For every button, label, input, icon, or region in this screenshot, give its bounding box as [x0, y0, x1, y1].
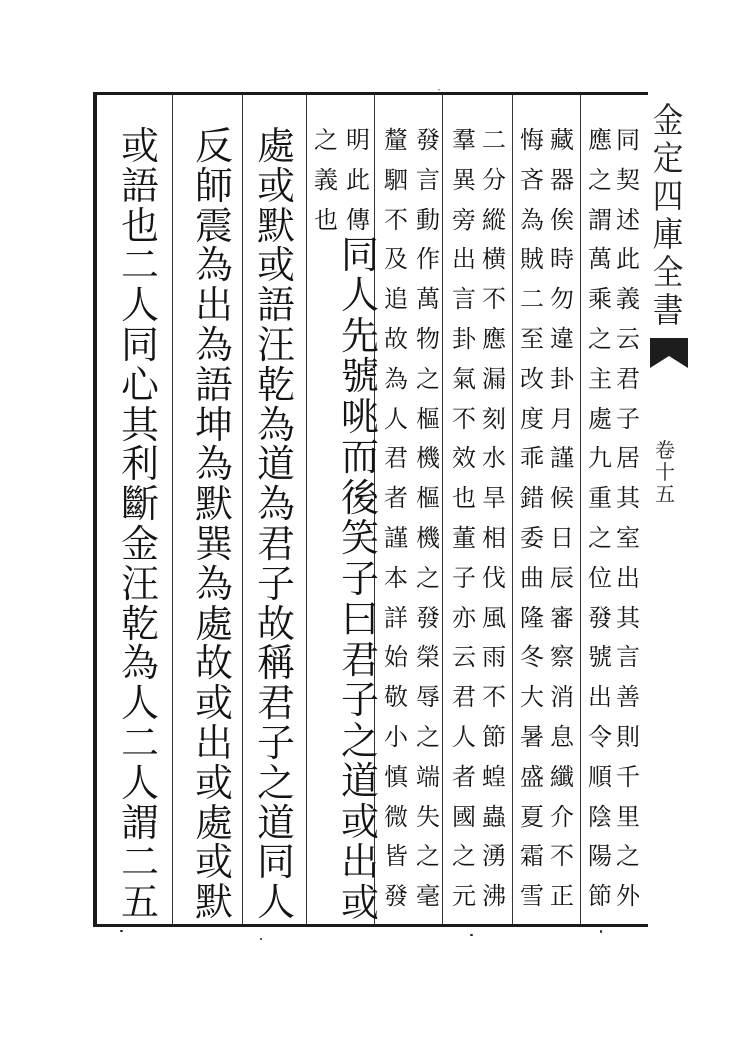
glyph: 心	[121, 362, 159, 407]
glyph: 卦	[452, 324, 476, 353]
glyph: 君	[616, 364, 640, 393]
glyph: 出	[452, 245, 476, 274]
glyph: 先	[340, 313, 379, 358]
glyph: 辰	[550, 563, 574, 592]
glyph: 二	[520, 285, 544, 314]
glyph: 之	[416, 842, 440, 871]
glyph: 此	[616, 245, 640, 274]
glyph: 也	[121, 203, 159, 248]
glyph: 汪	[121, 561, 159, 606]
glyph: 榮	[416, 643, 440, 672]
glyph: 謂	[121, 800, 159, 845]
glyph: 或	[257, 243, 295, 288]
glyph: 乾	[257, 362, 295, 407]
glyph: 其	[616, 603, 640, 632]
glyph: 不	[452, 404, 476, 433]
glyph: 或	[340, 799, 379, 844]
glyph: 善	[616, 683, 640, 712]
glyph: 為	[195, 322, 233, 367]
glyph: 慎	[384, 762, 408, 791]
ink-speck	[470, 934, 473, 936]
glyph: 為	[384, 364, 408, 393]
margin-book-title	[652, 101, 684, 332]
glyph: 或	[195, 840, 233, 885]
glyph: 人	[121, 760, 159, 805]
glyph: 處	[588, 404, 612, 433]
glyph: 度	[520, 404, 544, 433]
glyph: 子	[257, 720, 295, 765]
glyph: 斷	[121, 482, 159, 527]
glyph: 釐	[384, 126, 408, 154]
glyph: 乾	[121, 601, 159, 646]
glyph: 水	[482, 444, 506, 473]
glyph: 委	[520, 523, 544, 552]
glyph: 錯	[520, 484, 544, 513]
glyph: 漏	[482, 364, 506, 393]
glyph: 羣	[452, 126, 476, 154]
glyph: 此	[346, 166, 370, 194]
glyph: 分	[482, 165, 506, 194]
glyph: 子	[452, 563, 476, 592]
glyph: 子	[340, 556, 379, 601]
glyph: 故	[257, 601, 295, 646]
glyph: 發	[588, 603, 612, 632]
glyph: 云	[452, 643, 476, 672]
glyph: 出	[340, 840, 379, 885]
glyph: 默	[195, 482, 233, 527]
glyph: 則	[616, 722, 640, 751]
glyph: 金	[121, 521, 159, 566]
glyph: 語	[195, 362, 233, 407]
glyph: 正	[550, 882, 574, 911]
margin-volume-label	[655, 440, 675, 506]
glyph: 言	[416, 165, 440, 194]
glyph: 十	[655, 460, 675, 484]
glyph: 物	[416, 324, 440, 353]
glyph: 義	[616, 285, 640, 314]
glyph: 謹	[550, 444, 574, 473]
glyph: 本	[384, 563, 408, 592]
glyph: 傳	[346, 206, 370, 234]
glyph: 月	[550, 404, 574, 433]
glyph: 發	[416, 603, 440, 632]
glyph: 二	[482, 126, 506, 154]
glyph: 候	[550, 484, 574, 513]
glyph: 辱	[416, 683, 440, 712]
glyph: 出	[195, 283, 233, 328]
glyph: 節	[482, 722, 506, 751]
text-column-c8	[382, 128, 410, 948]
glyph: 定	[652, 139, 684, 179]
glyph: 藏	[550, 126, 574, 154]
glyph: 發	[416, 126, 440, 154]
glyph: 者	[452, 762, 476, 791]
glyph: 人	[121, 681, 159, 726]
glyph: 始	[384, 643, 408, 672]
glyph: 審	[550, 603, 574, 632]
glyph: 湧	[482, 842, 506, 871]
glyph: 乖	[520, 444, 544, 473]
glyph: 君	[340, 637, 379, 682]
glyph: 及	[384, 245, 408, 274]
glyph: 卦	[550, 364, 574, 393]
glyph: 毫	[416, 882, 440, 911]
glyph: 為	[195, 442, 233, 487]
glyph: 子	[257, 561, 295, 606]
glyph: 書	[652, 291, 684, 331]
ink-speck	[120, 930, 123, 932]
glyph: 出	[616, 563, 640, 592]
glyph: 作	[416, 245, 440, 274]
glyph: 明	[346, 126, 370, 154]
glyph: 之	[452, 842, 476, 871]
glyph: 不	[482, 683, 506, 712]
glyph: 卷	[655, 438, 675, 462]
glyph: 道	[340, 759, 379, 804]
glyph: 人	[452, 722, 476, 751]
glyph: 横	[482, 245, 506, 274]
glyph: 二	[121, 243, 159, 288]
glyph: 消	[550, 683, 574, 712]
glyph: 震	[195, 203, 233, 248]
glyph: 勿	[550, 285, 574, 314]
column-rule	[172, 95, 173, 924]
glyph: 萬	[416, 285, 440, 314]
glyph: 師	[195, 163, 233, 208]
glyph: 全	[652, 253, 684, 293]
glyph: 二	[121, 720, 159, 765]
glyph: 或	[195, 760, 233, 805]
glyph: 同	[121, 322, 159, 367]
glyph: 契	[616, 165, 640, 194]
glyph: 盛	[520, 762, 544, 791]
glyph: 追	[384, 285, 408, 314]
glyph: 或	[257, 163, 295, 208]
glyph: 義	[314, 166, 338, 194]
glyph: 為	[121, 641, 159, 686]
glyph: 節	[588, 882, 612, 911]
glyph: 旁	[452, 205, 476, 234]
glyph: 或	[121, 124, 159, 168]
glyph: 刻	[482, 404, 506, 433]
glyph: 言	[616, 643, 640, 672]
glyph: 旱	[482, 484, 506, 513]
glyph: 介	[550, 802, 574, 831]
glyph: 君	[257, 521, 295, 566]
glyph: 曰	[340, 597, 379, 642]
glyph: 乘	[588, 285, 612, 314]
glyph: 悔	[520, 126, 544, 154]
glyph: 之	[257, 760, 295, 805]
glyph: 君	[384, 444, 408, 473]
glyph: 為	[195, 243, 233, 288]
ink-speck	[260, 938, 262, 940]
glyph: 其	[121, 402, 159, 447]
glyph: 俟	[550, 205, 574, 234]
glyph: 風	[482, 603, 506, 632]
glyph: 雨	[482, 643, 506, 672]
glyph: 而	[340, 435, 379, 480]
glyph: 纖	[550, 762, 574, 791]
glyph: 號	[340, 354, 379, 399]
glyph: 元	[452, 882, 476, 911]
glyph: 蟲	[482, 802, 506, 831]
glyph: 默	[195, 880, 233, 925]
glyph: 令	[588, 722, 612, 751]
glyph: 國	[452, 802, 476, 831]
glyph: 端	[416, 762, 440, 791]
glyph: 息	[550, 722, 574, 751]
glyph: 為	[195, 561, 233, 606]
glyph: 處	[257, 124, 295, 168]
glyph: 發	[384, 882, 408, 911]
glyph: 九	[588, 444, 612, 473]
glyph: 之	[588, 324, 612, 353]
glyph: 或	[195, 681, 233, 726]
glyph: 出	[195, 720, 233, 765]
glyph: 為	[257, 402, 295, 447]
glyph: 之	[416, 563, 440, 592]
glyph: 五	[655, 482, 675, 506]
glyph: 語	[257, 283, 295, 328]
block-ear-mark: ᛫	[436, 86, 442, 97]
glyph: 萬	[588, 245, 612, 274]
glyph: 氣	[452, 364, 476, 393]
glyph: 道	[257, 442, 295, 487]
glyph: 詳	[384, 603, 408, 632]
text-column-c6	[450, 128, 478, 948]
glyph: 主	[588, 364, 612, 393]
glyph: 失	[416, 802, 440, 831]
glyph: 動	[416, 205, 440, 234]
glyph: 為	[520, 205, 544, 234]
glyph: 霜	[520, 842, 544, 871]
glyph: 之	[340, 718, 379, 763]
glyph: 察	[550, 643, 574, 672]
text-column-c14	[116, 124, 164, 948]
glyph: 故	[384, 324, 408, 353]
glyph: 位	[588, 563, 612, 592]
glyph: 稱	[257, 641, 295, 686]
glyph: 咷	[340, 394, 379, 439]
glyph: 坤	[195, 402, 233, 447]
text-column-c2	[586, 128, 614, 948]
glyph: 夏	[520, 802, 544, 831]
glyph: 君	[257, 681, 295, 726]
glyph: 千	[616, 762, 640, 791]
glyph: 汪	[257, 322, 295, 367]
glyph: 庫	[652, 215, 684, 255]
ink-speck	[600, 930, 602, 933]
glyph: 君	[452, 683, 476, 712]
text-column-c7	[414, 128, 442, 948]
glyph: 五	[121, 880, 159, 925]
column-rule	[242, 95, 243, 924]
glyph: 樞	[416, 484, 440, 513]
text-column-c13	[190, 124, 238, 948]
glyph: 同	[616, 126, 640, 154]
glyph: 處	[195, 800, 233, 845]
glyph: 謹	[384, 523, 408, 552]
glyph: 處	[195, 601, 233, 646]
glyph: 至	[520, 324, 544, 353]
glyph: 云	[616, 324, 640, 353]
glyph: 默	[257, 203, 295, 248]
glyph: 利	[121, 442, 159, 487]
glyph: 駟	[384, 165, 408, 194]
glyph: 應	[482, 324, 506, 353]
glyph: 笑	[340, 516, 379, 561]
text-column-c11	[336, 233, 384, 1056]
glyph: 董	[452, 523, 476, 552]
text-column-c1	[614, 128, 642, 948]
glyph: 室	[616, 523, 640, 552]
glyph: 賊	[520, 245, 544, 274]
glyph: 者	[384, 484, 408, 513]
glyph: 微	[384, 802, 408, 831]
glyph: 效	[452, 444, 476, 473]
glyph: 之	[616, 842, 640, 871]
column-rule	[442, 95, 443, 924]
glyph: 出	[588, 683, 612, 712]
glyph: 也	[314, 206, 338, 234]
glyph: 改	[520, 364, 544, 393]
glyph: 曲	[520, 563, 544, 592]
glyph: 日	[550, 523, 574, 552]
glyph: 伐	[482, 563, 506, 592]
column-rule	[512, 95, 513, 924]
glyph: 機	[416, 444, 440, 473]
glyph: 縱	[482, 205, 506, 234]
glyph: 巽	[195, 521, 233, 566]
glyph: 亦	[452, 603, 476, 632]
glyph: 異	[452, 165, 476, 194]
glyph: 皆	[384, 842, 408, 871]
glyph: 不	[482, 285, 506, 314]
glyph: 小	[384, 722, 408, 751]
glyph: 反	[195, 124, 233, 168]
glyph: 敬	[384, 683, 408, 712]
glyph: 之	[416, 364, 440, 393]
glyph: 蝗	[482, 762, 506, 791]
glyph: 也	[452, 484, 476, 513]
glyph: 器	[550, 165, 574, 194]
glyph: 子	[340, 678, 379, 723]
glyph: 人	[121, 283, 159, 328]
glyph: 人	[384, 404, 408, 433]
text-column-c3	[548, 128, 576, 948]
glyph: 人	[340, 273, 379, 318]
glyph: 暑	[520, 722, 544, 751]
glyph: 吝	[520, 165, 544, 194]
text-column-c4	[518, 128, 546, 948]
glyph: 樞	[416, 404, 440, 433]
glyph: 之	[416, 722, 440, 751]
glyph: 陽	[588, 842, 612, 871]
glyph: 之	[314, 126, 338, 154]
glyph: 沸	[482, 882, 506, 911]
glyph: 之	[588, 523, 612, 552]
glyph: 金	[652, 101, 684, 141]
glyph: 時	[550, 245, 574, 274]
glyph: 應	[588, 126, 612, 154]
glyph: 不	[550, 842, 574, 871]
glyph: 語	[121, 163, 159, 208]
column-rule	[306, 95, 307, 924]
glyph: 不	[384, 205, 408, 234]
glyph: 同	[257, 840, 295, 885]
text-column-c5	[480, 128, 508, 948]
glyph: 機	[416, 523, 440, 552]
glyph: 之	[588, 165, 612, 194]
glyph: 人	[257, 880, 295, 925]
glyph: 或	[340, 880, 379, 925]
glyph: 順	[588, 762, 612, 791]
glyph: 里	[616, 802, 640, 831]
glyph: 四	[652, 177, 684, 217]
glyph: 後	[340, 475, 379, 520]
column-rule	[580, 95, 581, 924]
glyph: 其	[616, 484, 640, 513]
glyph: 故	[195, 641, 233, 686]
glyph: 為	[257, 482, 295, 527]
glyph: 陰	[588, 802, 612, 831]
glyph: 冬	[520, 643, 544, 672]
glyph: 述	[616, 205, 640, 234]
glyph: 居	[616, 444, 640, 473]
glyph: 隆	[520, 603, 544, 632]
glyph: 子	[616, 404, 640, 433]
glyph: 外	[616, 882, 640, 911]
glyph: 謂	[588, 205, 612, 234]
glyph: 大	[520, 683, 544, 712]
glyph: 重	[588, 484, 612, 513]
glyph: 二	[121, 840, 159, 885]
glyph: 號	[588, 643, 612, 672]
glyph: 言	[452, 285, 476, 314]
text-column-c12	[252, 124, 300, 948]
glyph: 道	[257, 800, 295, 845]
glyph: 違	[550, 324, 574, 353]
glyph: 同	[340, 233, 379, 277]
glyph: 相	[482, 523, 506, 552]
glyph: 雪	[520, 882, 544, 911]
